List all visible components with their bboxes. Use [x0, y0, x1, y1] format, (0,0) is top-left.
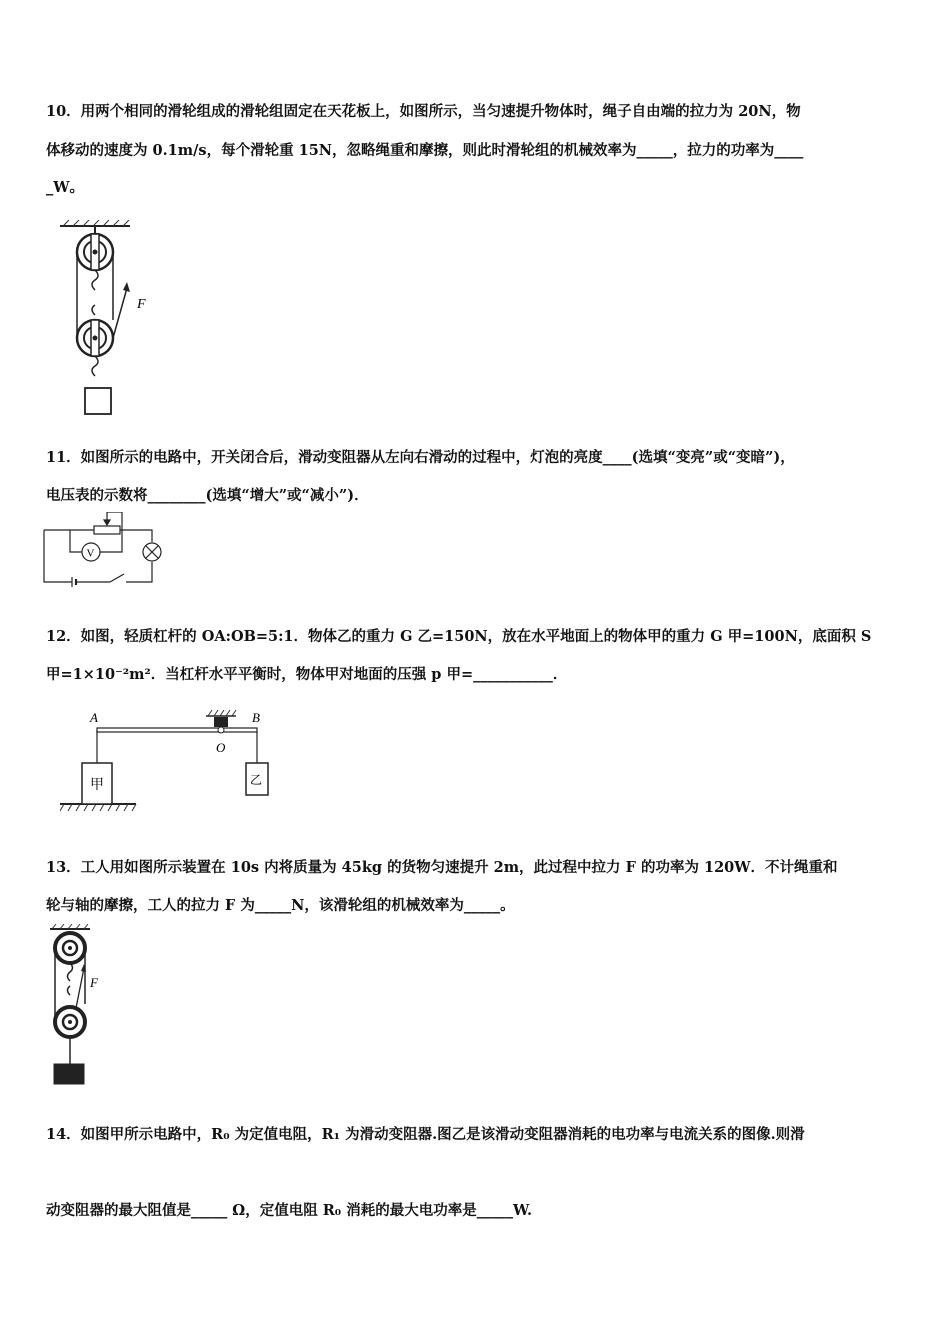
question-12-line-1: 12．如图，轻质杠杆的 OA:OB=5:1．物体乙的重力 G 乙=150N，放在水平地面上的物体甲的重力 G 甲=100N，底面积 S — [46, 628, 872, 645]
pulley-figure-13 — [40, 924, 120, 1092]
pulley-figure-10 — [55, 220, 165, 424]
question-13-line-2: 轮与轴的摩擦，工人的拉力 F 为_____N，该滑轮组的机械效率为_____。 — [46, 897, 515, 914]
label-b: B — [252, 710, 260, 725]
cargo-block — [54, 1064, 84, 1084]
question-11-line-2: 电压表的示数将________(选填“增大”或“减小”)． — [46, 487, 369, 504]
question-14-line-2: 动变阻器的最大阻值是_____ Ω，定值电阻 R₀ 消耗的最大电功率是_____W. — [46, 1202, 533, 1219]
question-11-line-1: 11．如图所示的电路中，开关闭合后，滑动变阻器从左向右滑动的过程中，灯泡的亮度____(选填“变亮”或“变暗”)， — [46, 449, 795, 466]
question-14-line-1: 14．如图甲所示电路中，R₀ 为定值电阻，R₁ 为滑动变阻器.图乙是该滑动变阻器消耗的电功率与电流关系的图像.则滑 — [46, 1126, 805, 1143]
box-yi-label: 乙 — [250, 773, 263, 787]
lever-figure-12 — [60, 708, 280, 822]
force-label-f: F — [137, 297, 146, 312]
question-12-line-2: 甲=1×10⁻²m²．当杠杆水平平衡时，物体甲对地面的压强 p 甲=___________． — [46, 666, 568, 683]
question-10-line-2: 体移动的速度为 0.1m/s，每个滑轮重 15N，忽略绳重和摩擦，则此时滑轮组的机械效率为_____，拉力的功率为____ — [46, 142, 804, 159]
question-13-line-1: 13．工人用如图所示装置在 10s 内将质量为 45kg 的货物匀速提升 2m，此过程中拉力 F 的功率为 120W．不计绳重和 — [46, 859, 838, 876]
circuit-figure-11 — [42, 512, 167, 594]
box-jia-label: 甲 — [90, 778, 104, 793]
question-10-line-3: _W。 — [46, 179, 85, 196]
question-10-line-1: 10．用两个相同的滑轮组成的滑轮组固定在天花板上，如图所示，当匀速提升物体时，绳子自由端的拉力为 20N，物 — [46, 103, 801, 120]
hanging-weight — [85, 388, 111, 414]
label-o: O — [216, 740, 226, 755]
voltmeter-label: V — [86, 547, 95, 560]
label-a: A — [90, 710, 98, 725]
force-label-f: F — [90, 975, 98, 990]
